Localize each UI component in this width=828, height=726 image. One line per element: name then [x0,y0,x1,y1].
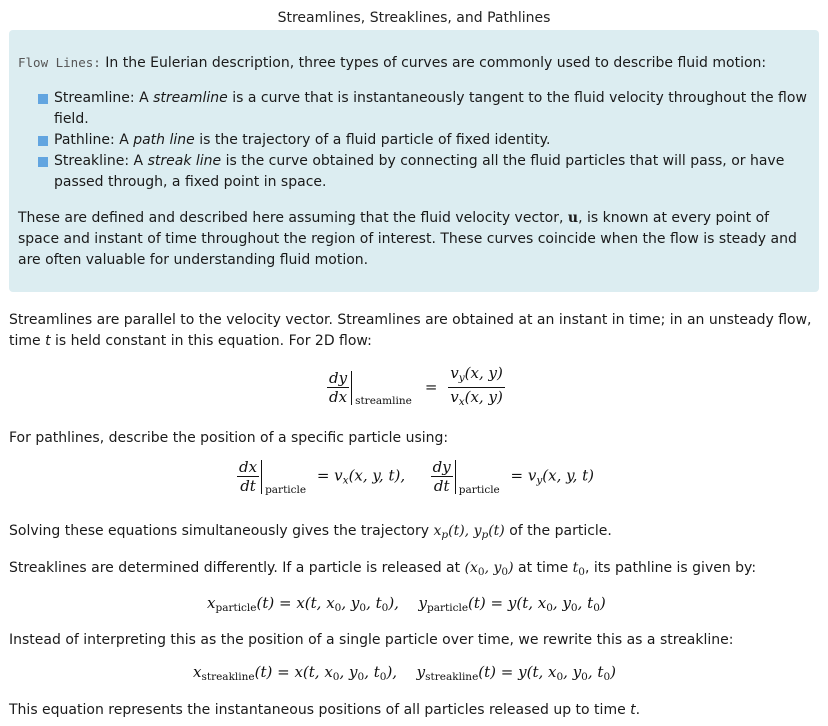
box-label: Flow Lines: [18,55,101,70]
paragraph-streamlines: Streamlines are parallel to the velocity vector. Streamlines are obtained at an instant in time; in an unsteady flow, time t is held constant in this equation. For 2D flow: [9,312,812,349]
equation-particle-position: $x_{particle}(t) = x(t$, $x_0$, $y_0$, $t_0$), $y_{particle}(t) = y(t$, $x_0$, $y_0$, $t_0$) [207,594,606,614]
list-item: Streamline: A streamline is a curve that is instantaneously tangent to the fluid velocity throughout the flow field. [38,88,808,130]
box-lead [18,53,766,73]
paragraph-streaklines: Streaklines are determined differently. If a particle is released at ($x_0$, $y_0$) at time $t_0$, its pathline is given by: [9,560,757,578]
paragraph-conclusion: This equation represents the instantaneous positions of all particles released up to time t. [9,702,641,718]
list-item: Streakline: A streak line is the curve obtained by connecting all the fluid particles that will pass, or have passed through, a fixed point in space. [38,151,808,193]
box-lead-text: In the Eulerian description, three types of curves are commonly used to describe fluid motion: [105,55,767,71]
definition-box [9,30,819,292]
equation-streamline: $\frac{dy}{dx}$ streamline = $\frac{v_y(x, y)}{v_x(x, y)}$ [329,364,503,408]
paragraph-pathlines: For pathlines, describe the position of a specific particle using: [9,430,449,446]
paragraph-trajectory: Solving these equations simultaneously gives the trajectory $x_p(t)$, $y_p(t)$ of the particle. [9,523,612,541]
equation-streakline: $x_{streakline}(t) = x(t$, $x_0$, $y_0$, $t_0$), $y_{streakline}(t) = y(t$, $x_0$, $y_0$, $t_0$) [193,663,616,683]
equation-pathline: $\frac{dx}{dt}$ particle = $v_x(x$, y, t), $\frac{dy}{dt}$ particle = $v_y(x$, y, t) [239,458,595,496]
page-title: Streamlines, Streaklines, and Pathlines [277,10,551,26]
list-item: Pathline: A path line is the trajectory of a fluid particle of fixed identity. [38,130,808,151]
box-paragraph: These are defined and described here assuming that the fluid velocity vector, u, is known at every point of space and instant of time throughout the region of interest. These curves coincide when the flow is steady and are often valuable for understanding fluid motion. [18,210,797,268]
paragraph-streakline-rewrite: Instead of interpreting this as the position of a single particle over time, we rewrite this as a streakline: [9,632,734,648]
flow-lines-list [38,88,808,193]
